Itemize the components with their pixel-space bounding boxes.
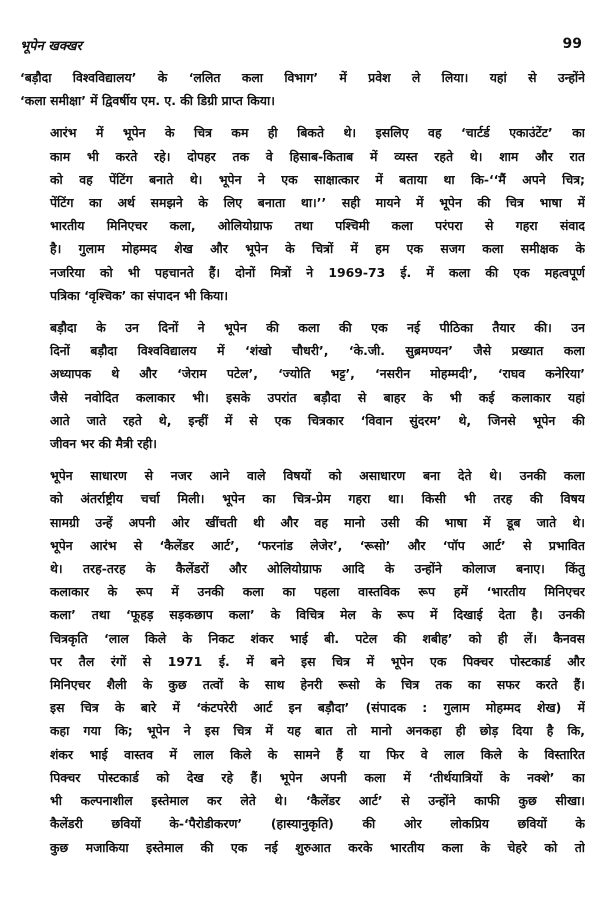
text-line: है। गुलाम मोहम्मद शेख और भूपेन के चित्रों में हम एक सजग कला समीक्षक के — [50, 241, 585, 257]
text-line: पिक्चर पोस्टकार्ड को देख रहे हैं। भूपेन अपनी कला में ‘तीर्थयात्रियों के नक्शे’ का — [50, 769, 585, 785]
text-line: सामग्री उन्हें अपनी ओर खींचती थी और वह मानो उसी की भाषा में डूब जाते थे। — [50, 514, 585, 530]
text-line: को वह पेंटिंग बनाते थे। भूपेन ने एक साक्षात्कार में बताया था कि-‘‘मैं अपने चित्र; — [50, 171, 585, 187]
body-text — [20, 66, 585, 868]
text-line: भूपेन आरंभ से ‘कैलेंडर आर्ट’, ‘फरनांड लेजेर’, ‘रूसो’ और ‘पॉप आर्ट’ से प्रभावित — [50, 537, 585, 553]
text-line: जैसे नवोदित कलाकार भी। इसके उपरांत बड़ौदा से बाहर के भी कई कलाकार यहां — [50, 389, 585, 405]
paragraph-2 — [20, 121, 585, 307]
paragraph-4 — [20, 464, 585, 858]
text-line: नजरिया को भी पहचानते हैं। दोनों मित्रों ने 1969-73 ई. में कला की एक महत्वपूर्ण — [50, 264, 585, 280]
text-line: दिनों बड़ौदा विश्वविद्यालय में ‘शंखो चौधरी’, ‘के.जी. सुब्रमण्यन’ जैसे प्रख्यात कला — [50, 343, 585, 359]
page-number: 99 — [562, 36, 582, 52]
text-line: को अंतर्राष्ट्रीय चर्चा मिली। भूपेन का चित्र-प्रेम गहरा था। किसी भी तरह की विषय — [50, 491, 585, 507]
text-line: भारतीय मिनिएचर कला, ओलियोग्राफ तथा पश्चिमी कला परंपरा से गहरा संवाद — [50, 218, 585, 234]
text-line: पेंटिंग का अर्थ समझने के लिए बनाता था।’’ सही मायने में भूपेन की चित्र भाषा में — [50, 195, 585, 211]
text-line: ‘कला समीक्षा’ में द्विवर्षीय एम. ए. की डिग्री प्राप्त किया। — [20, 93, 275, 109]
paragraph-1 — [20, 66, 585, 112]
text-line: कलाकार के रूप में उनकी कला का पहला वास्तविक रूप हमें ‘भारतीय मिनिएचर — [50, 584, 585, 600]
text-line: आते जाते रहते थे, इन्हीं में से एक चित्रकार ‘विवान सुंदरम’ थे, जिनसे भूपेन की — [50, 412, 585, 428]
text-line: बड़ौदा के उन दिनों ने भूपेन की कला की एक नई पीठिका तैयार की। उन — [50, 320, 585, 336]
text-line: मिनिएचर शैली के कुछ तत्वों के साथ हेनरी रूसो के चित्र तक का सफर करते हैं। — [50, 677, 585, 693]
paragraph-3 — [20, 316, 585, 455]
text-line: पत्रिका ‘वृश्चिक’ का संपादन भी किया। — [50, 287, 229, 303]
text-line: भूपेन साधारण से नजर आने वाले विषयों को असाधारण बना देते थे। उनकी कला — [50, 468, 585, 484]
text-line: काम भी करते रहे। दोपहर तक वे हिसाब-किताब में व्यस्त रहते थे। शाम और रात — [50, 148, 585, 164]
text-line: अध्यापक थे और ‘जेराम पटेल’, ‘ज्योति भट्ट’, ‘नसरीन मोहम्मदी’, ‘राघव कनेरिया’ — [50, 366, 585, 382]
text-line: चित्रकृति ‘लाल किले के निकट शंकर भाई बी. पटेल की शबीह’ को ही लें। कैनवस — [50, 630, 585, 646]
text-line: कैलेंडरी छवियों के-‘पैरोडीकरण’ (हास्यानुकृति) की ओर लोकप्रिय छवियों के — [50, 816, 585, 832]
text-line: कला’ तथा ‘फूहड़ सड़कछाप कला’ के विचित्र मेल के रूप में दिखाई देता है। उनकी — [50, 607, 585, 623]
text-line: कहा गया कि; भूपेन ने इस चित्र में यह बात तो मानो अनकहा ही छोड़ दिया है कि, — [50, 723, 585, 739]
text-line: कुछ मजाकिया इस्तेमाल की एक नई शुरुआत करके भारतीय कला के चेहरे को तो — [50, 839, 585, 855]
text-line: इस चित्र के बारे में ‘कंटपरेरी आर्ट इन बड़ौदा’ (संपादक : गुलाम मोहम्मद शेख) में — [50, 700, 585, 716]
running-title: भूपेन खक्खर — [20, 39, 82, 54]
text-line: भी कल्पनाशील इस्तेमाल कर लेते थे। ‘कैलेंडर आर्ट’ से उन्होंने काफी कुछ सीखा। — [50, 793, 585, 809]
text-line: पर तैल रंगों से 1971 ई. में बने इस चित्र में भूपेन एक पिक्चर पोस्टकार्ड और — [50, 653, 585, 669]
text-line: जीवन भर की मैत्री रही। — [50, 436, 157, 452]
text-line: थे। तरह-तरह के कैलेंडरों और ओलियोग्राफ आदि के उन्होंने कोलाज बनाए। किंतु — [50, 561, 585, 577]
page-header — [20, 36, 582, 60]
text-line: ‘बड़ौदा विश्वविद्यालय’ के ‘ललित कला विभाग’ में प्रवेश ले लिया। यहां से उन्होंने — [20, 70, 585, 85]
text-line: शंकर भाई वास्तव में लाल किले के सामने हैं या फिर वे लाल किले के विस्तारित — [50, 746, 585, 762]
text-line: आरंभ में भूपेन के चित्र कम ही बिकते थे। इसलिए वह ‘चार्टर्ड एकाउंटेंट’ का — [50, 125, 585, 141]
